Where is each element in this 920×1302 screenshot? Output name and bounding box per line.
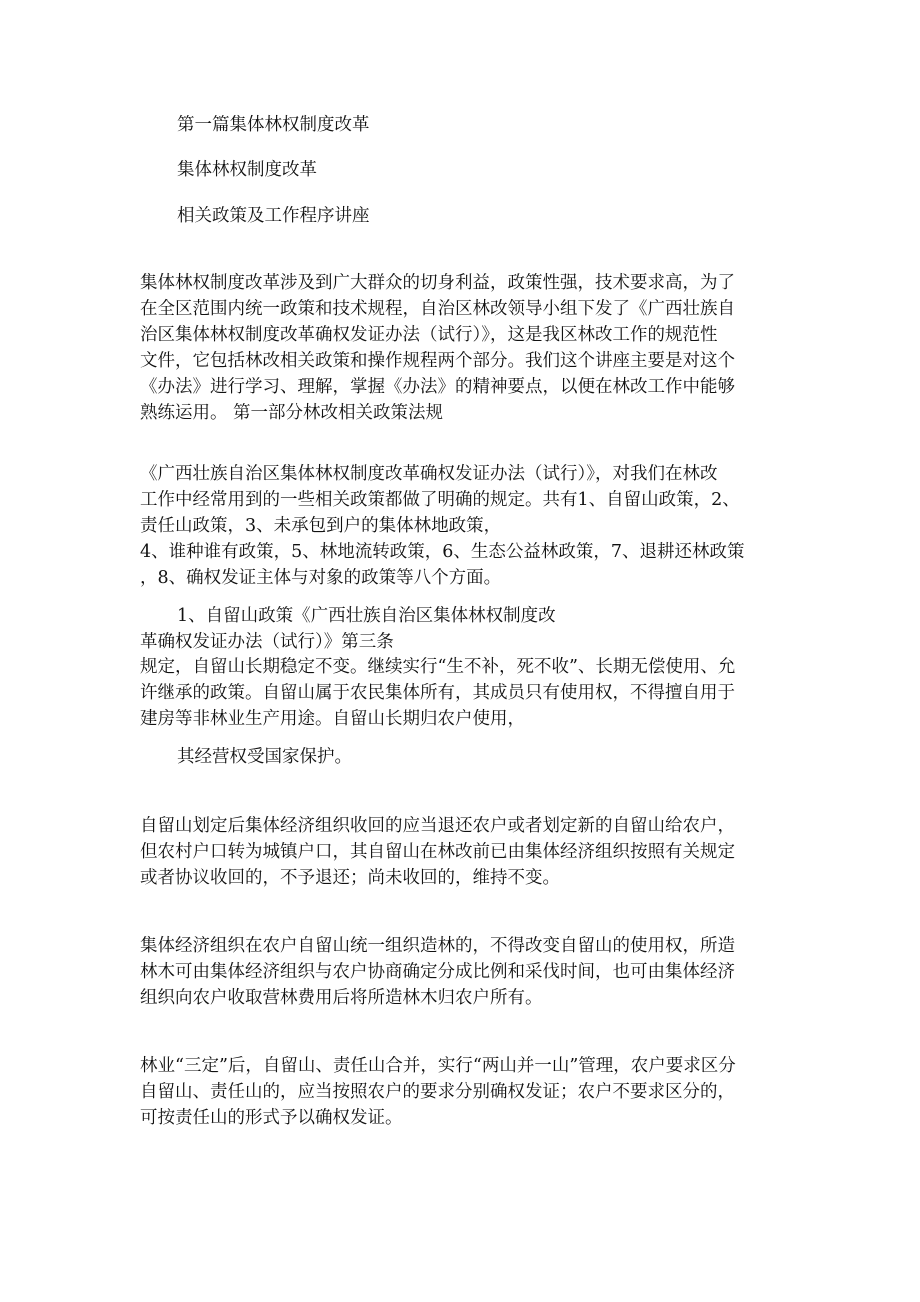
paragraph-line: 自留山、责任山的，应当按照农户的要求分别确权发证；农户不要求区分的， [140, 1082, 735, 1102]
paragraph-line: 林木可由集体经济组织与农户协商确定分成比例和采伐时间，也可由集体经济 [140, 962, 735, 982]
paragraph-line: 其经营权受国家保护。 [177, 747, 352, 767]
paragraph-line: 责任山政策，3、未承包到户的集体林地政策， [140, 516, 502, 536]
paragraph-line: 集体经济组织在农户自留山统一组织造林的，不得改变自留山的使用权，所造 [140, 936, 735, 956]
paragraph-line: 4、谁种谁有政策，5、林地流转政策，6、生态公益林政策，7、退耕还林政策 [140, 542, 745, 562]
heading-main-title: 集体林权制度改革 [177, 160, 317, 180]
paragraph-line: ，8、确权发证主体与对象的政策等八个方面。 [140, 568, 502, 588]
paragraph-line: 规定，自留山长期稳定不变。继续实行“生不补，死不收”、长期无偿使用、允 [140, 657, 736, 677]
paragraph-line: 林业“三定”后，自留山、责任山合并，实行“两山并一山”管理，农户要求区分 [140, 1056, 736, 1076]
paragraph-line: 工作中经常用到的一些相关政策都做了明确的规定。共有1、自留山政策，2、 [140, 490, 740, 510]
paragraph-line: 《广西壮族自治区集体林权制度改革确权发证办法（试行）》，对我们在林改 [140, 464, 718, 484]
paragraph-line: 治区集体林权制度改革确权发证办法（试行）》，这是我区林改工作的规范性 [140, 325, 718, 345]
paragraph-line: 文件，它包括林改相关政策和操作规程两个部分。我们这个讲座主要是对这个 [140, 351, 735, 371]
paragraph-line: 在全区范围内统一政策和技术规程，自治区林改领导小组下发了《广西壮族自 [140, 299, 735, 319]
paragraph-line: 许继承的政策。自留山属于农民集体所有，其成员只有使用权，不得擅自用于 [140, 683, 735, 703]
paragraph-line: 但农村户口转为城镇户口，其自留山在林改前已由集体经济组织按照有关规定 [140, 842, 735, 862]
heading-subtitle: 相关政策及工作程序讲座 [177, 206, 370, 226]
heading-part-title: 第一篇集体林权制度改革 [177, 115, 370, 135]
paragraph-line: 或者协议收回的，不予退还；尚未收回的，维持不变。 [140, 868, 560, 888]
paragraph-line: 建房等非林业生产用途。自留山长期归农户使用， [140, 709, 525, 729]
paragraph-line: 自留山划定后集体经济组织收回的应当退还农户或者划定新的自留山给农户， [140, 816, 735, 836]
paragraph-line: 集体林权制度改革涉及到广大群众的切身利益，政策性强，技术要求高，为了 [140, 273, 735, 293]
paragraph-line: 组织向农户收取营林费用后将所造林木归农户所有。 [140, 988, 543, 1008]
paragraph-line: 《办法》进行学习、理解，掌握《办法》的精神要点，以便在林改工作中能够 [140, 377, 735, 397]
paragraph-line: 熟练运用。 第一部分林改相关政策法规 [140, 403, 444, 423]
paragraph-line: 革确权发证办法（试行）》第三条 [140, 632, 394, 652]
paragraph-line: 可按责任山的形式予以确权发证。 [140, 1108, 403, 1128]
paragraph-line: 1、自留山政策《广西壮族自治区集体林权制度改 [177, 606, 556, 626]
